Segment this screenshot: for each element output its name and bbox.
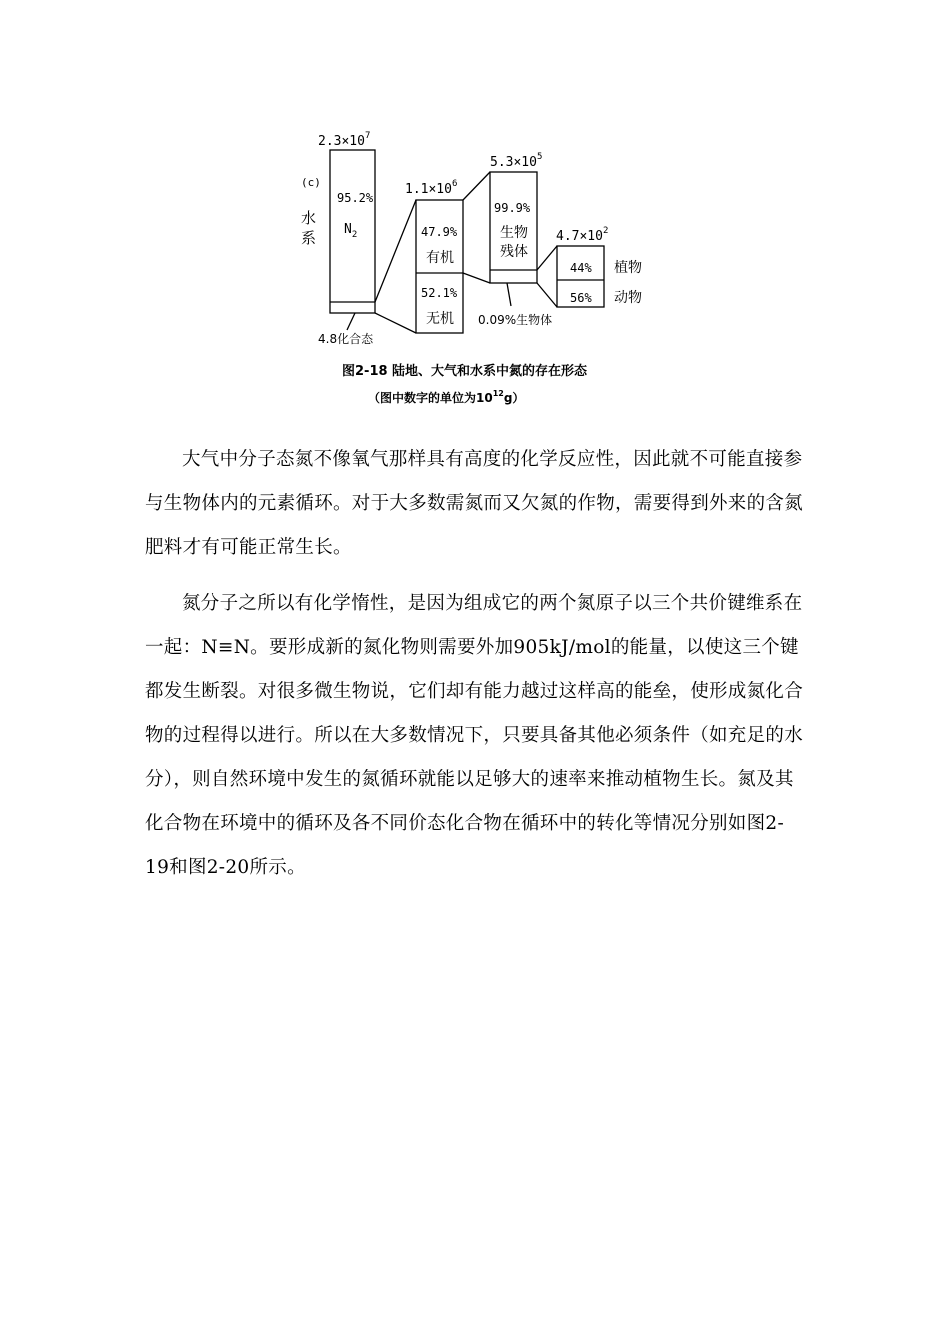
connector-1-top	[375, 200, 416, 302]
box2-bottom-label: 无机	[426, 311, 454, 327]
box3-label-line1: 生物	[500, 225, 528, 241]
box1-pointer	[347, 313, 355, 330]
box2-top-percent: 47.9%	[421, 225, 458, 239]
box2-top-label: 有机	[426, 250, 454, 266]
box4-total: $4.7\times 10^2$	[556, 226, 609, 244]
side-label-2: 系	[301, 229, 317, 247]
box4-bottom-percent: 56%	[570, 291, 592, 305]
panel-label: (c)	[301, 176, 321, 189]
box2-bottom-percent: 52.1%	[421, 286, 458, 300]
body-paragraph-2: 氮分子之所以有化学惰性，是因为组成它的两个氮原子以三个共价键维系在一起：N≡N。要形成新的氮化物则需要外加905kJ/mol的能量，以使这三个键都发生断裂。对很多微生物说，它们却有能力越过这样高的能垒，使形成氮化合物的过程得以进行。所以在大多数情况下，只要具备其他必须条件（如充足的水分），则自然环境中发生的氮循环就能以足够大的速率来推动植物生长。氮及其化合物在环境中的循环及各不同价态化合物在循环中的转化等情况分别如图2-19和图2-20所示。	[145, 593, 804, 878]
box4-bottom-label: 动物	[614, 290, 642, 306]
connector-2-bottom	[463, 273, 490, 283]
box4-top-percent: 44%	[570, 261, 592, 275]
figure-unit-note: （图中数字的单位为$10^{12}g$）	[368, 389, 525, 405]
box1-total: $2.3\times 10^7$	[318, 131, 371, 149]
box3-pointer	[507, 283, 511, 306]
box1-bottom-label: 4.8化合态	[318, 332, 374, 346]
connector-1-bottom	[375, 313, 416, 333]
connector-3-bottom	[537, 283, 557, 307]
box2-total: $1.1\times 10^6$	[405, 179, 458, 197]
box3-label-line2: 残体	[500, 244, 528, 260]
figure-diagram	[0, 0, 950, 420]
body-paragraph-1: 大气中分子态氮不像氧气那样具有高度的化学反应性，因此就不可能直接参与生物体内的元素循环。对于大多数需氮而又欠氮的作物，需要得到外来的含氮肥料才有可能正常生长。	[145, 449, 804, 558]
side-label-1: 水	[301, 209, 317, 227]
box1-percent: 95.2%	[337, 191, 374, 205]
box3-bottom-label: 0.09%生物体	[478, 313, 553, 327]
box3-percent: 99.9%	[494, 201, 531, 215]
box1-species: $N_2$	[344, 222, 358, 240]
box3-total: $5.3\times 10^5$	[490, 152, 543, 170]
figure-caption: 图2-18 陆地、大气和水系中氮的存在形态	[342, 364, 588, 379]
box4-top-label: 植物	[614, 260, 642, 276]
connector-2-top	[463, 172, 490, 200]
nitrogen-distribution-figure	[0, 0, 950, 420]
connector-3-top	[537, 246, 557, 270]
